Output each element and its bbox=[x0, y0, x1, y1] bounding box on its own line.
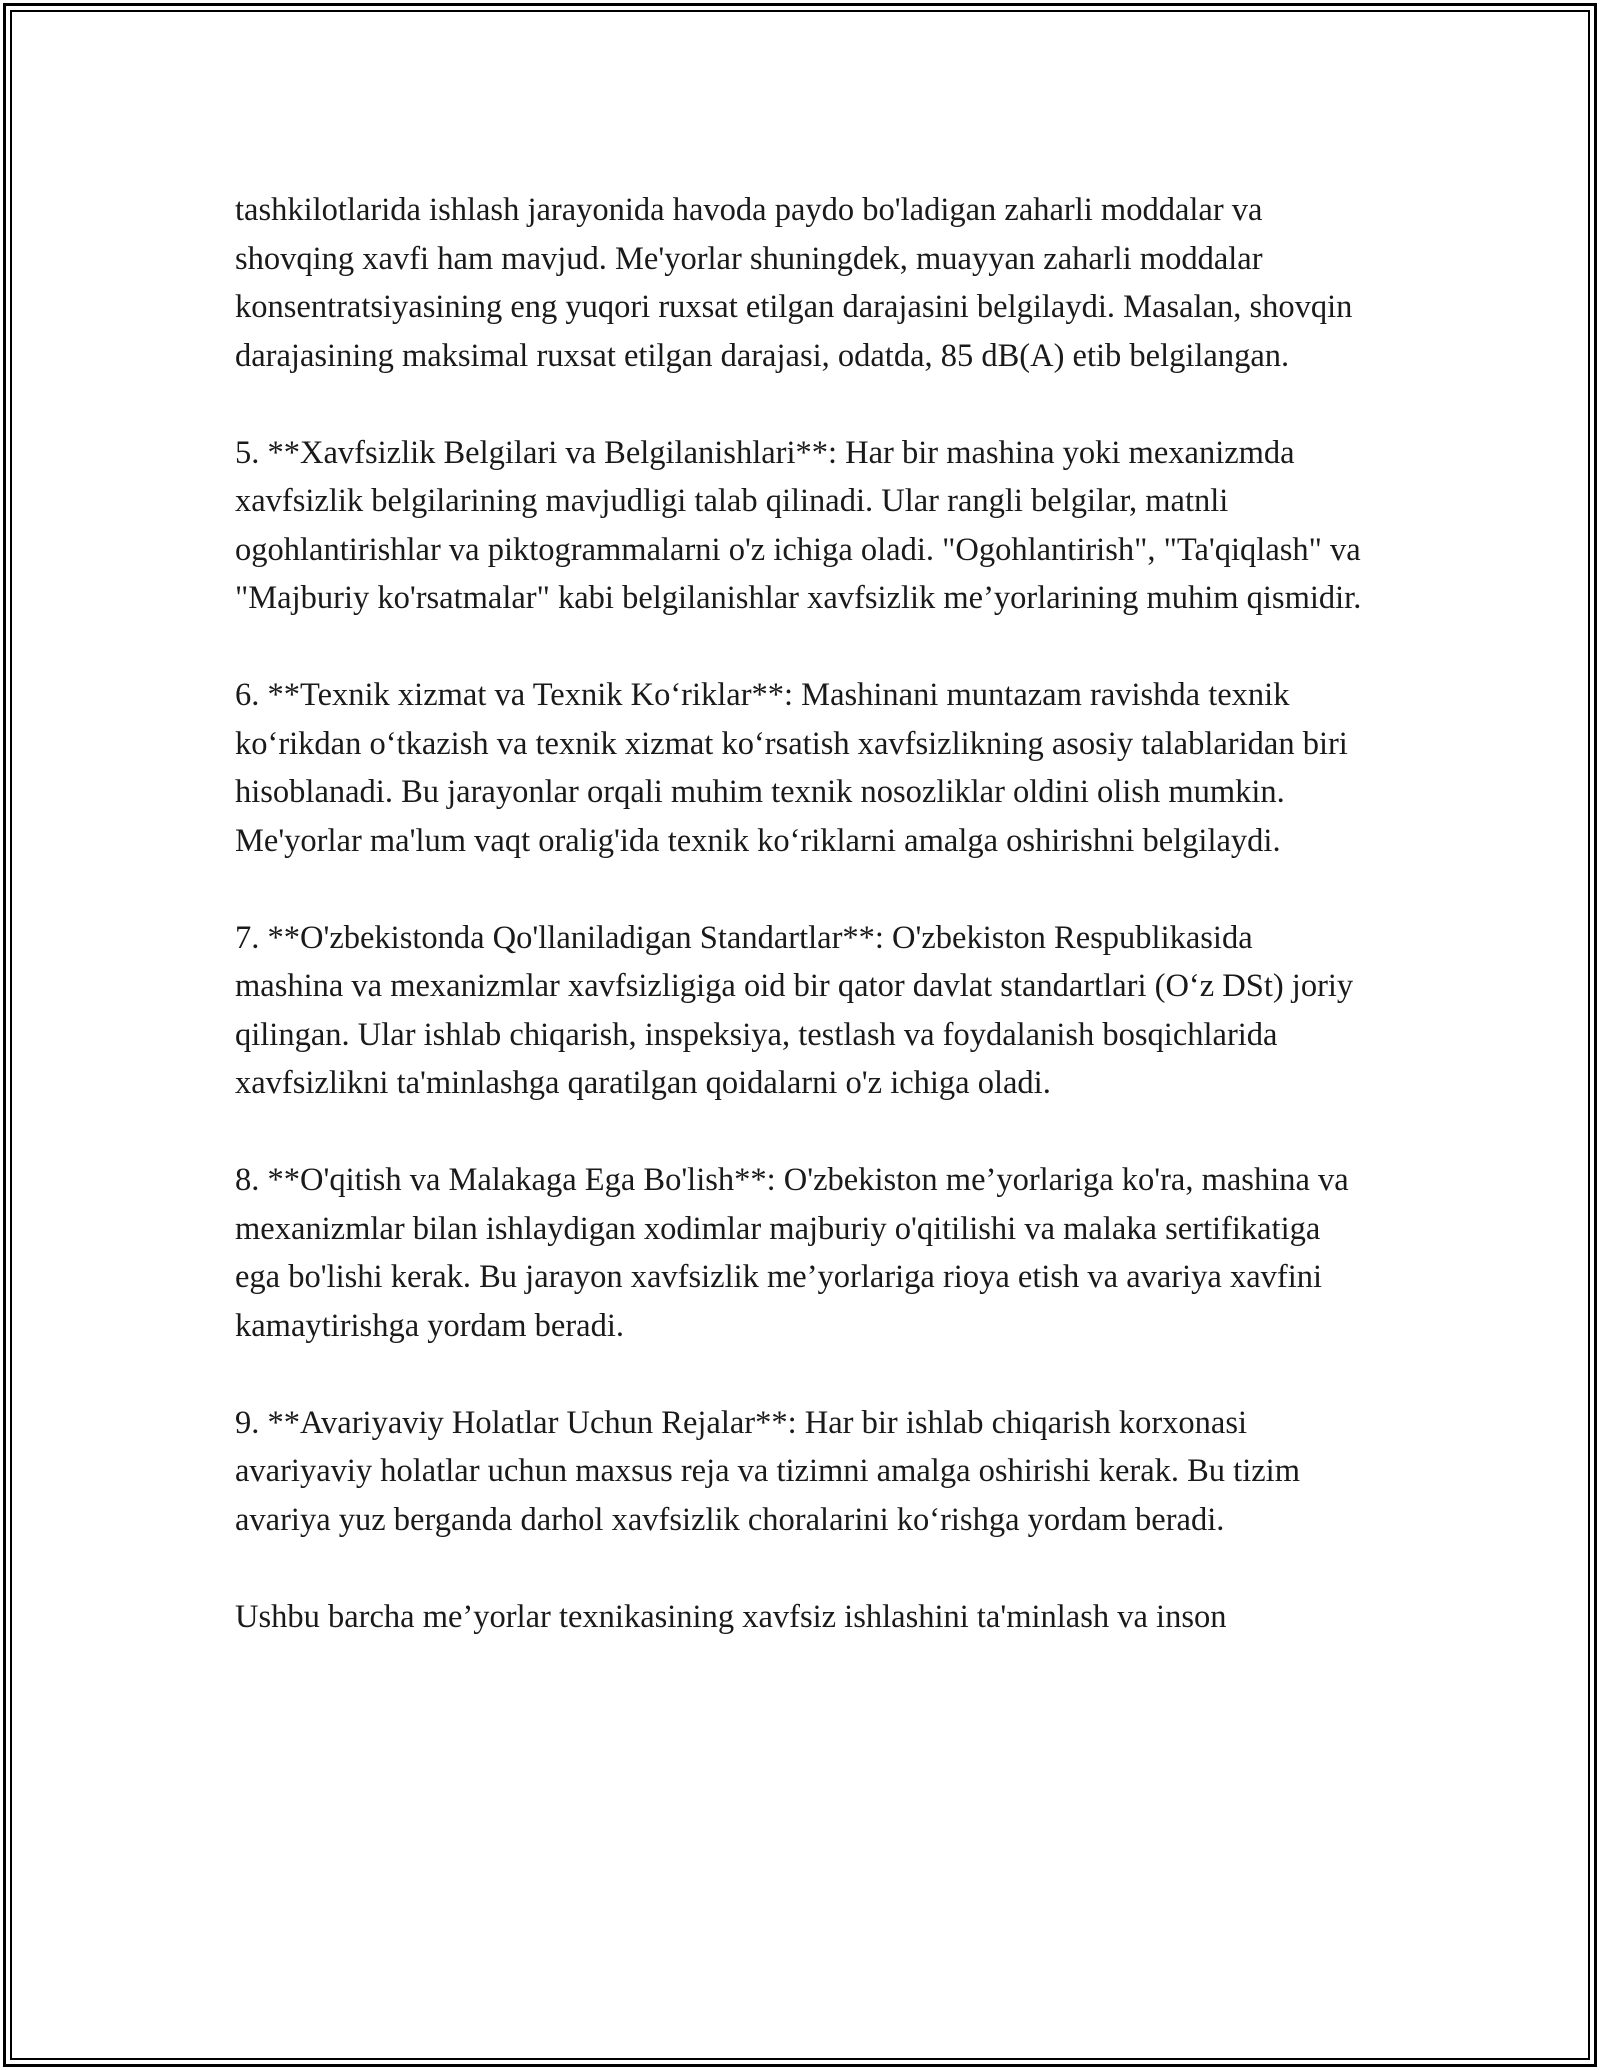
paragraph-conclusion: Ushbu barcha me’yorlar texnikasining xavfsiz ishlashini ta'minlash va inson bbox=[235, 1598, 1227, 1635]
document-body bbox=[235, 186, 1365, 1641]
paragraph-item-6: 6. **Texnik xizmat va Texnik Ko‘riklar**: Mashinani muntazam ravishda texnik ko‘rikdan o‘tkazish va texnik xizmat ko‘rsatish xavfsizlikning asosiy talablaridan biri hisoblanadi. Bu jarayonlar orqali muhim texnik nosozliklar oldini olish mumkin. Me'yorlar ma'lum vaqt oralig'ida texnik ko‘riklarni amalga oshirishni belgilaydi. bbox=[235, 677, 1348, 859]
paragraph-item-7: 7. **O'zbekistonda Qo'llaniladigan Standartlar**: O'zbekiston Respublikasida mashina va mexanizmlar xavfsizligiga oid bir qator davlat standartlari (O‘z DSt) joriy qilingan. Ular ishlab chiqarish, inspeksiya, testlash va foydalanish bosqichlarida xavfsizlikni ta'minlashga qaratilgan qoidalarni o'z ichiga oladi. bbox=[235, 919, 1354, 1101]
paragraph-intro-continuation: tashkilotlarida ishlash jarayonida havoda paydo bo'ladigan zaharli moddalar va shovqing xavfi ham mavjud. Me'yorlar shuningdek, muayyan zaharli moddalar konsentratsiyasining eng yuqori ruxsat etilgan darajasini belgilaydi. Masalan, shovqin darajasining maksimal ruxsat etilgan darajasi, odatda, 85 dB(A) etib belgilangan. bbox=[235, 192, 1353, 374]
paragraph-item-8: 8. **O'qitish va Malakaga Ega Bo'lish**: O'zbekiston me’yorlariga ko'ra, mashina va mexanizmlar bilan ishlaydigan xodimlar majburiy o'qitilishi va malaka sertifikatiga ega bo'lishi kerak. Bu jarayon xavfsizlik me’yorlariga rioya etish va avariya xavfini kamaytirishga yordam beradi. bbox=[235, 1162, 1349, 1344]
paragraph-item-9: 9. **Avariyaviy Holatlar Uchun Rejalar**: Har bir ishlab chiqarish korxonasi avariyaviy holatlar uchun maxsus reja va tizimni amalga oshirishi kerak. Bu tizim avariya yuz berganda darhol xavfsizlik choralarini ko‘rishga yordam beradi. bbox=[235, 1404, 1300, 1538]
paragraph-item-5: 5. **Xavfsizlik Belgilari va Belgilanishlari**: Har bir mashina yoki mexanizmda xavfsizlik belgilarining mavjudligi talab qilinadi. Ular rangli belgilar, matnli ogohlantirishlar va piktogrammalarni o'z ichiga oladi. "Ogohlantirish", "Ta'qiqlash" va "Majburiy ko'rsatmalar" kabi belgilanishlar xavfsizlik me’yorlarining muhim qismidir. bbox=[235, 434, 1362, 616]
